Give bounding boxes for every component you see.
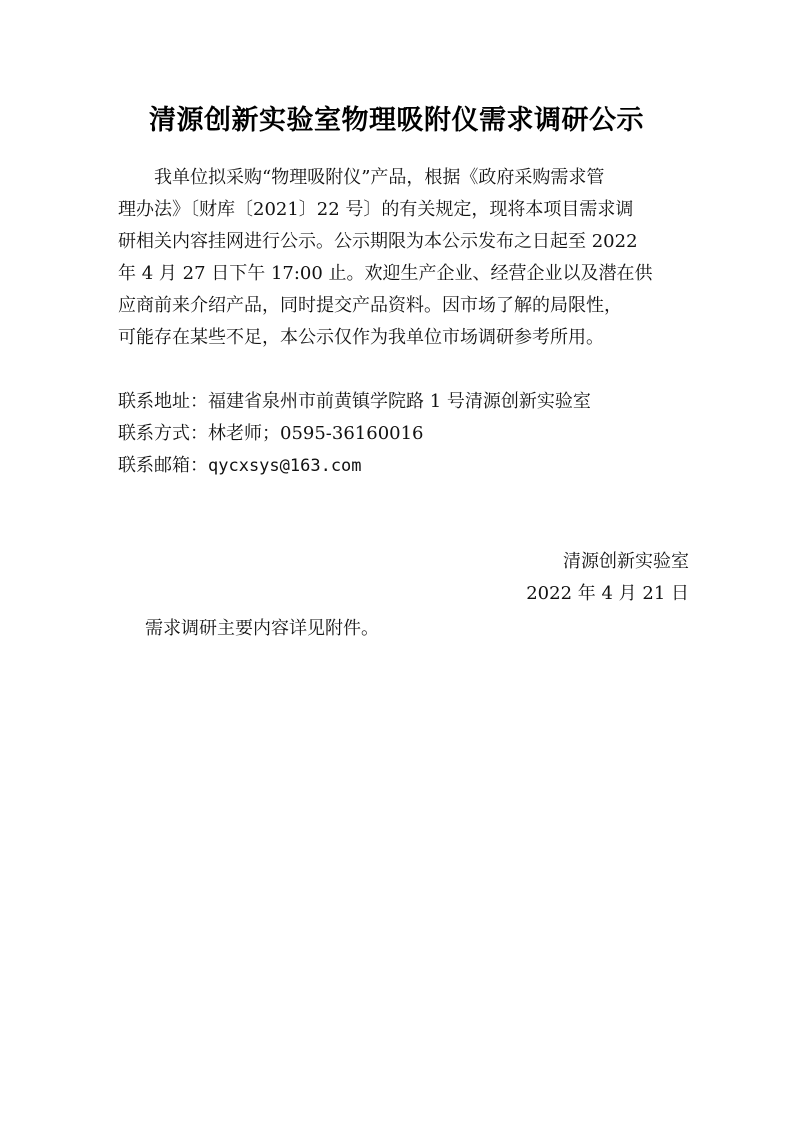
contact-block [118, 386, 690, 482]
paragraph-line: 可能存在某些不足，本公示仅作为我单位市场调研参考所用。 [118, 327, 604, 348]
document-title: 清源创新实验室物理吸附仪需求调研公示 [149, 105, 644, 136]
signature-organization: 清源创新实验室 [563, 551, 689, 572]
notice-paragraph [118, 162, 690, 354]
paragraph-line: 理办法》〔财库〔2021〕22 号〕的有关规定，现将本项目需求调 [118, 199, 634, 220]
contact-method-label: 联系方式： [118, 423, 208, 444]
contact-method-value: 林老师；0595-36160016 [208, 423, 424, 444]
contact-address-row [118, 386, 690, 418]
contact-address-label: 联系地址： [118, 391, 208, 412]
contact-email-label: 联系邮箱： [118, 455, 208, 476]
attachment-note: 需求调研主要内容详见附件。 [145, 618, 379, 639]
paragraph-line: 年 4 月 27 日下午 17:00 止。欢迎生产企业、经营企业以及潜在供 [118, 263, 653, 284]
contact-method-row [118, 418, 690, 450]
paragraph-line: 我单位拟采购“物理吸附仪”产品，根据《政府采购需求管 [154, 167, 605, 188]
paragraph-line: 研相关内容挂网进行公示。公示期限为本公示发布之日起至 2022 [118, 231, 638, 252]
paragraph-line: 应商前来介绍产品，同时提交产品资料。因市场了解的局限性， [118, 295, 622, 316]
contact-email-row [118, 450, 690, 482]
contact-email-value[interactable]: qycxsys@163.com [208, 456, 362, 476]
contact-address-value: 福建省泉州市前黄镇学院路 1 号清源创新实验室 [208, 391, 591, 412]
signature-date: 2022 年 4 月 21 日 [526, 583, 689, 604]
